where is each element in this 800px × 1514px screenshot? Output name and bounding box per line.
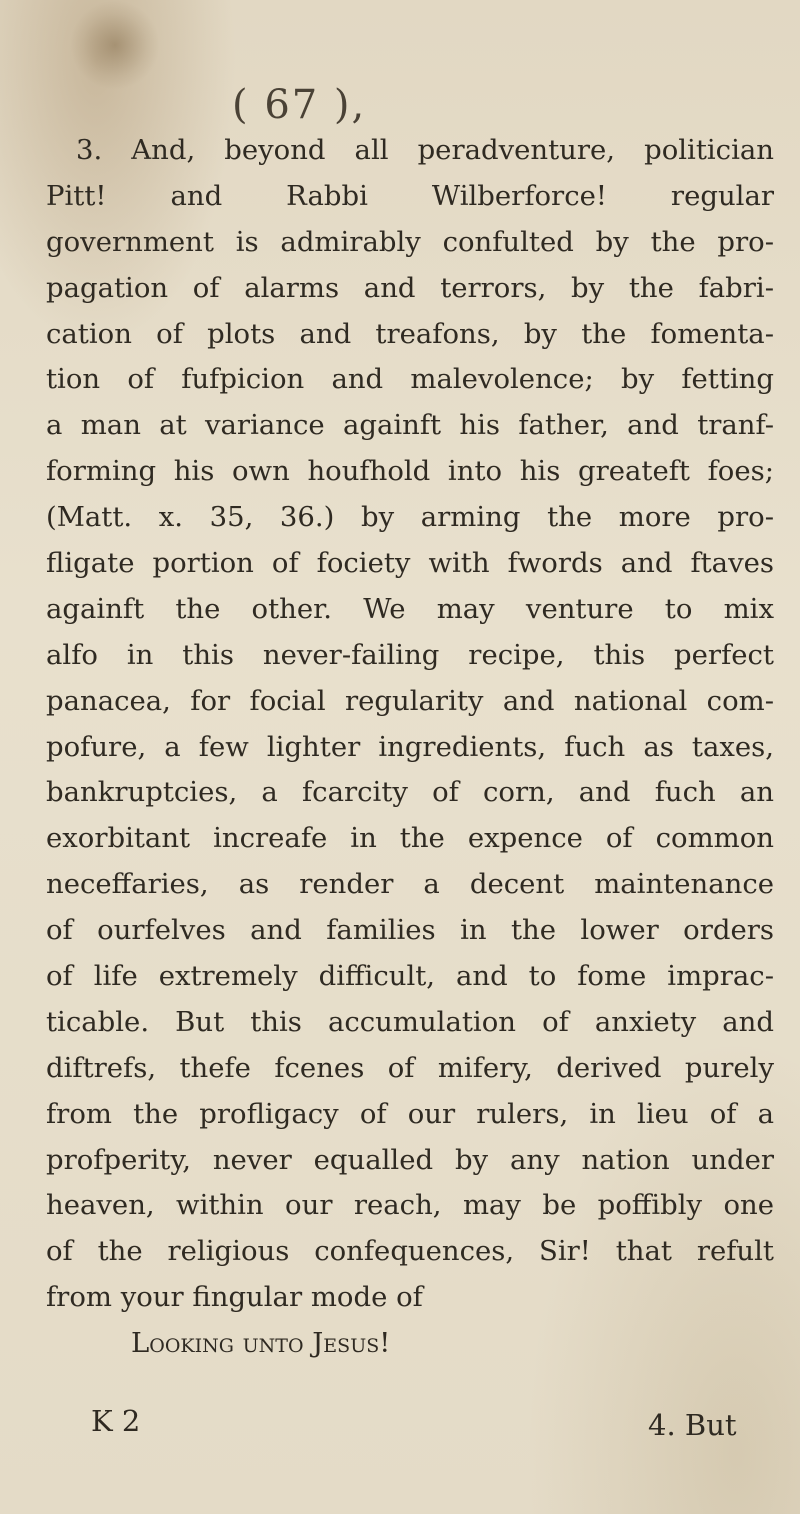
text-line: forming his own houfhold into his greateft foes; [46,455,774,488]
text-line: neceffaries, as render a decent maintenance [46,868,774,901]
text-line: of the religious confequences, Sir! that refult [46,1235,774,1268]
text-line: a man at variance againft his father, and tranf- [46,409,774,442]
paper-stain [70,0,160,90]
text-line: cation of plots and treafons, by the fomenta- [46,317,774,350]
text-line: exorbitant increafe in the expence of common [46,822,774,855]
text-line: tion of fufpicion and malevolence; by fetting [46,363,774,396]
text-line: pofure, a few lighter ingredients, fuch as taxes, [46,730,774,763]
text-line: from the profligacy of our rulers, in lieu of a [46,1097,774,1130]
page-footer [0,1404,800,1454]
text-line: of life extremely difficult, and to fome imprac- [46,960,774,993]
text-line: pagation of alarms and terrors, by the fabri- [46,271,774,304]
text-line: (Matt. x. 35, 36.) by arming the more pro- [46,501,774,534]
text-line: againft the other. We may venture to mix [46,592,774,625]
text-line: fligate portion of fociety with fwords and ftaves [46,547,774,580]
page-number: ( 67 ), [232,82,367,128]
text-line: diftrefs, thefe fcenes of mifery, derived purely [46,1051,774,1084]
text-line: ticable. But this accumulation of anxiety and [46,1005,774,1038]
text-line: heaven, within our reach, may be poffibly one [46,1189,774,1222]
text-line: government is admirably confulted by the pro- [46,225,774,258]
text-line: of ourfelves and families in the lower orders [46,914,774,947]
body-text [46,128,774,1367]
catchword: 4. But [648,1408,737,1442]
text-line: alfo in this never-failing recipe, this perfect [46,638,774,671]
text-line: profperity, never equalled by any nation under [46,1143,774,1176]
signature-mark: K 2 [91,1404,141,1438]
text-line: Looking unto Jesus! [131,1327,391,1360]
text-line: panacea, for focial regularity and national com- [46,684,774,717]
text-line: 3. And, beyond all peradventure, politician [76,134,774,166]
text-line: Pitt! and Rabbi Wilberforce! regular [46,179,774,212]
text-line: bankruptcies, a fcarcity of corn, and fuch an [46,776,774,809]
text-line: from your fingular mode of [46,1281,423,1314]
